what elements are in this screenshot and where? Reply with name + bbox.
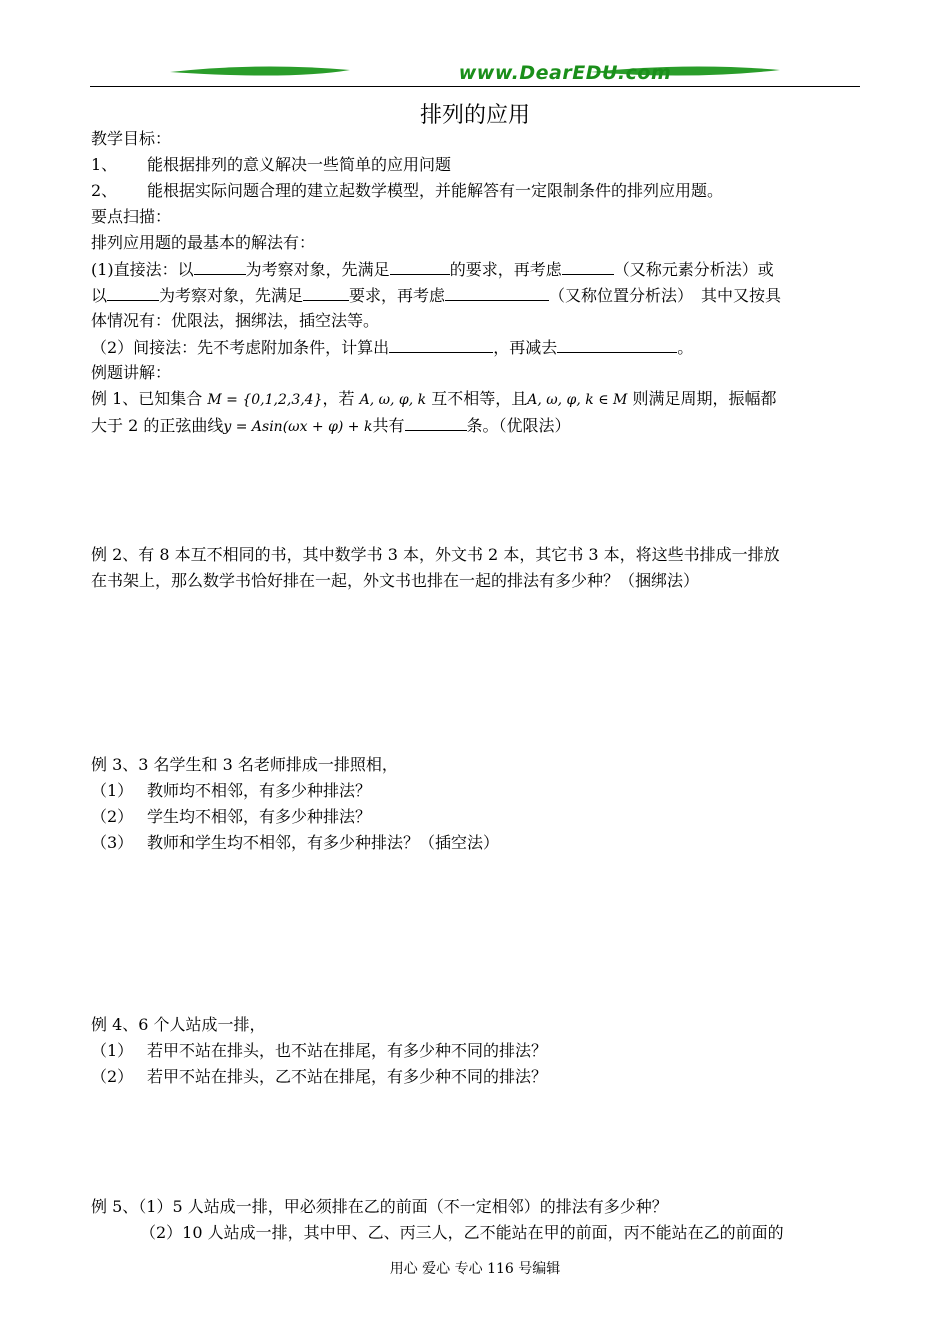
objective-item-1 [91,154,117,176]
item-text: 教师均不相邻，有多少种排法？ [147,781,372,800]
objective-number: 1、 [91,155,118,174]
text-segment: （又称位置分析法） 其中又按具 [549,286,782,305]
fill-in-blank [107,284,159,301]
objective-text-1: 能根据排列的意义解决一些简单的应用问题 [147,155,452,174]
fill-in-blank [405,414,467,431]
example-2-line-2: 在书架上，那么数学书恰好排在一起，外文书也排在一起的排法有多少种？（捆绑法） [91,571,700,590]
item-text: 若甲不站在排头，也不站在排尾，有多少种不同的排法？ [147,1041,548,1060]
fill-in-blank [389,336,493,353]
header-rule [90,86,860,87]
math-expression: A, ω, φ, k ∈ M [527,392,628,408]
direct-method-line-1 [91,258,774,281]
page-header [90,58,860,90]
text-segment: （又称元素分析法）或 [613,260,774,279]
example-4-item-2 [91,1066,547,1088]
page-footer: 用心 爱心 专心 116 号编辑 [389,1261,561,1277]
text-segment: 为考察对象，先满足 [245,260,390,279]
item-text: 教师和学生均不相邻，有多少种排法？（插空法） [147,833,500,852]
example-3-item-3 [91,832,499,854]
example-4-item-1 [91,1040,547,1062]
example-4-line-1: 例 4、6 个人站成一排， [91,1015,266,1034]
fill-in-blank [562,258,614,275]
text-segment: 条。（优限法） [466,416,571,435]
item-text: 学生均不相邻，有多少种排法？ [147,807,372,826]
key-points-heading: 要点扫描： [91,207,172,226]
example-3-item-2 [91,806,371,828]
example-3-line-1: 例 3、3 名学生和 3 名老师排成一排照相， [91,755,398,774]
key-points-intro: 排列应用题的最基本的解法有： [91,233,316,252]
text-segment: 互不相等，且 [431,389,528,408]
fill-in-blank [303,284,349,301]
text-segment: ，再减去 [493,338,558,357]
item-number: （3） [91,833,134,852]
text-segment: 例 1、已知集合 [91,389,203,408]
objective-number: 2、 [91,181,118,200]
indirect-method-line [91,336,693,359]
fill-in-blank [445,284,549,301]
example-1-line-1 [91,388,776,411]
text-segment: （2）间接法：先不考虑附加条件，计算出 [91,338,390,357]
fill-in-blank [390,258,450,275]
page-title: 排列的应用 [419,103,530,128]
example-1-line-2 [91,414,571,438]
math-expression: M = {0,1,2,3,4} [207,392,323,408]
item-number: （2） [91,1067,134,1086]
item-number: （2） [91,807,134,826]
text-segment: (1)直接法：以 [91,260,194,279]
text-segment: 则满足周期，振幅都 [632,389,777,408]
direct-method-line-3: 体情况有：优限法，捆绑法，插空法等。 [91,311,380,330]
text-segment: 大于 2 的正弦曲线 [91,416,224,435]
text-segment: 为考察对象，先满足 [159,286,304,305]
example-5-line-2: （2）10 人站成一排，其中甲、乙、丙三人，乙不能站在甲的前面，丙不能站在乙的前面的 [140,1223,784,1242]
math-expression: y = Asin(ωx + φ) + k [223,419,373,435]
objective-text-2: 能根据实际问题合理的建立起数学模型，并能解答有一定限制条件的排列应用题。 [147,181,724,200]
objective-item-2 [91,180,117,202]
text-segment: 共有 [372,416,405,435]
text-segment: 。 [677,338,694,357]
examples-heading: 例题讲解： [91,363,172,382]
example-2-line-1: 例 2、有 8 本互不相同的书，其中数学书 3 本，外文书 2 本，其它书 3 本，将这些书排成一排放 [91,545,780,564]
example-5-line-1: 例 5、（1）5 人站成一排，甲必须排在乙的前面（不一定相邻）的排法有多少种？ [91,1197,668,1216]
item-text: 若甲不站在排头，乙不站在排尾，有多少种不同的排法？ [147,1067,548,1086]
objectives-heading: 教学目标： [91,129,172,148]
text-segment: 以 [91,286,108,305]
text-segment: 要求，再考虑 [349,286,446,305]
text-segment: 的要求，再考虑 [449,260,562,279]
site-logo-text: www.DearEDU.com [458,62,672,84]
fill-in-blank [557,336,677,353]
text-segment: ，若 [322,389,355,408]
math-expression: A, ω, φ, k [359,392,427,408]
direct-method-line-2 [91,284,781,307]
example-3-item-1 [91,780,371,802]
fill-in-blank [194,258,246,275]
item-number: （1） [91,1041,134,1060]
item-number: （1） [91,781,134,800]
